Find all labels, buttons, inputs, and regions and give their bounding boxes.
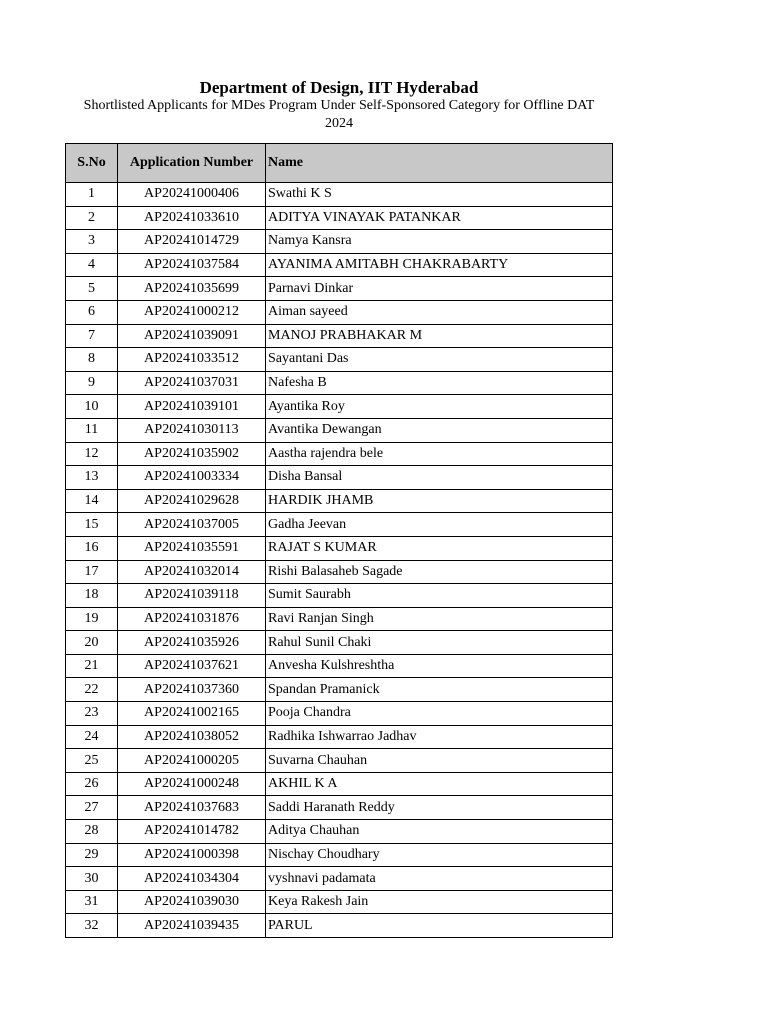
cell-sno: 28 bbox=[66, 820, 118, 844]
cell-application-number: AP20241000248 bbox=[118, 772, 266, 796]
cell-sno: 16 bbox=[66, 536, 118, 560]
cell-sno: 30 bbox=[66, 867, 118, 891]
table-row bbox=[66, 725, 613, 749]
cell-name: Anvesha Kulshreshtha bbox=[266, 654, 613, 678]
page-title: Department of Design, IIT Hyderabad bbox=[199, 78, 479, 97]
cell-sno: 20 bbox=[66, 631, 118, 655]
cell-sno: 9 bbox=[66, 371, 118, 395]
table-row bbox=[66, 796, 613, 820]
cell-application-number: AP20241000212 bbox=[118, 300, 266, 324]
cell-sno: 25 bbox=[66, 749, 118, 773]
cell-sno: 24 bbox=[66, 725, 118, 749]
table-body bbox=[66, 183, 613, 938]
cell-application-number: AP20241039101 bbox=[118, 395, 266, 419]
cell-application-number: AP20241035926 bbox=[118, 631, 266, 655]
table-row bbox=[66, 584, 613, 608]
table-header bbox=[66, 144, 613, 183]
cell-name: Disha Bansal bbox=[266, 466, 613, 490]
table-row bbox=[66, 843, 613, 867]
cell-application-number: AP20241000205 bbox=[118, 749, 266, 773]
cell-name: Aiman sayeed bbox=[266, 300, 613, 324]
cell-name: Nischay Choudhary bbox=[266, 843, 613, 867]
table-row bbox=[66, 749, 613, 773]
cell-sno: 14 bbox=[66, 489, 118, 513]
cell-application-number: AP20241003334 bbox=[118, 466, 266, 490]
cell-name: AYANIMA AMITABH CHAKRABARTY bbox=[266, 253, 613, 277]
cell-application-number: AP20241037584 bbox=[118, 253, 266, 277]
cell-name: Avantika Dewangan bbox=[266, 418, 613, 442]
cell-sno: 2 bbox=[66, 206, 118, 230]
cell-sno: 12 bbox=[66, 442, 118, 466]
cell-sno: 7 bbox=[66, 324, 118, 348]
cell-name: Parnavi Dinkar bbox=[266, 277, 613, 301]
cell-name: vyshnavi padamata bbox=[266, 867, 613, 891]
table-row bbox=[66, 678, 613, 702]
table-row bbox=[66, 183, 613, 207]
table-row bbox=[66, 772, 613, 796]
cell-name: Sayantani Das bbox=[266, 348, 613, 372]
table-row bbox=[66, 348, 613, 372]
table-row bbox=[66, 513, 613, 537]
cell-sno: 5 bbox=[66, 277, 118, 301]
table-row bbox=[66, 253, 613, 277]
cell-name: Gadha Jeevan bbox=[266, 513, 613, 537]
cell-sno: 21 bbox=[66, 654, 118, 678]
cell-application-number: AP20241014729 bbox=[118, 230, 266, 254]
table-row bbox=[66, 442, 613, 466]
table-row bbox=[66, 418, 613, 442]
cell-name: Ravi Ranjan Singh bbox=[266, 607, 613, 631]
cell-sno: 23 bbox=[66, 702, 118, 726]
table-row bbox=[66, 206, 613, 230]
cell-sno: 22 bbox=[66, 678, 118, 702]
cell-sno: 4 bbox=[66, 253, 118, 277]
cell-sno: 32 bbox=[66, 914, 118, 938]
cell-application-number: AP20241029628 bbox=[118, 489, 266, 513]
cell-sno: 26 bbox=[66, 772, 118, 796]
cell-sno: 13 bbox=[66, 466, 118, 490]
cell-name: RAJAT S KUMAR bbox=[266, 536, 613, 560]
table-row bbox=[66, 536, 613, 560]
cell-name: AKHIL K A bbox=[266, 772, 613, 796]
column-header-sno: S.No bbox=[66, 144, 118, 183]
cell-application-number: AP20241039118 bbox=[118, 584, 266, 608]
table-row bbox=[66, 371, 613, 395]
cell-application-number: AP20241037360 bbox=[118, 678, 266, 702]
cell-name: Suvarna Chauhan bbox=[266, 749, 613, 773]
table-row bbox=[66, 890, 613, 914]
header-row bbox=[66, 144, 613, 183]
cell-application-number: AP20241000406 bbox=[118, 183, 266, 207]
table-row bbox=[66, 300, 613, 324]
cell-name: HARDIK JHAMB bbox=[266, 489, 613, 513]
cell-name: Swathi K S bbox=[266, 183, 613, 207]
table-row bbox=[66, 631, 613, 655]
cell-application-number: AP20241037005 bbox=[118, 513, 266, 537]
cell-application-number: AP20241030113 bbox=[118, 418, 266, 442]
cell-sno: 1 bbox=[66, 183, 118, 207]
cell-name: ADITYA VINAYAK PATANKAR bbox=[266, 206, 613, 230]
cell-application-number: AP20241034304 bbox=[118, 867, 266, 891]
table-row bbox=[66, 230, 613, 254]
cell-name: Nafesha B bbox=[266, 371, 613, 395]
cell-name: Rahul Sunil Chaki bbox=[266, 631, 613, 655]
cell-application-number: AP20241000398 bbox=[118, 843, 266, 867]
cell-application-number: AP20241037621 bbox=[118, 654, 266, 678]
shortlist-table bbox=[65, 143, 613, 938]
cell-application-number: AP20241031876 bbox=[118, 607, 266, 631]
cell-name: PARUL bbox=[266, 914, 613, 938]
cell-sno: 15 bbox=[66, 513, 118, 537]
cell-sno: 11 bbox=[66, 418, 118, 442]
cell-application-number: AP20241035699 bbox=[118, 277, 266, 301]
cell-name: Aastha rajendra bele bbox=[266, 442, 613, 466]
cell-sno: 18 bbox=[66, 584, 118, 608]
cell-sno: 8 bbox=[66, 348, 118, 372]
cell-name: Namya Kansra bbox=[266, 230, 613, 254]
cell-name: Rishi Balasaheb Sagade bbox=[266, 560, 613, 584]
cell-application-number: AP20241035591 bbox=[118, 536, 266, 560]
cell-name: Aditya Chauhan bbox=[266, 820, 613, 844]
cell-name: Saddi Haranath Reddy bbox=[266, 796, 613, 820]
cell-application-number: AP20241037683 bbox=[118, 796, 266, 820]
table-row bbox=[66, 607, 613, 631]
table-row bbox=[66, 395, 613, 419]
table-row bbox=[66, 277, 613, 301]
table-row bbox=[66, 820, 613, 844]
cell-application-number: AP20241039091 bbox=[118, 324, 266, 348]
cell-sno: 19 bbox=[66, 607, 118, 631]
table-row bbox=[66, 489, 613, 513]
cell-application-number: AP20241033512 bbox=[118, 348, 266, 372]
cell-sno: 6 bbox=[66, 300, 118, 324]
cell-application-number: AP20241014782 bbox=[118, 820, 266, 844]
table-row bbox=[66, 867, 613, 891]
cell-application-number: AP20241032014 bbox=[118, 560, 266, 584]
page-subtitle: Shortlisted Applicants for MDes Program Under Self-Sponsored Category for Offline DAT 2024 bbox=[83, 98, 595, 131]
cell-application-number: AP20241039030 bbox=[118, 890, 266, 914]
table-row bbox=[66, 466, 613, 490]
table-row bbox=[66, 654, 613, 678]
cell-sno: 29 bbox=[66, 843, 118, 867]
column-header-application-number: Application Number bbox=[118, 144, 266, 183]
cell-name: Ayantika Roy bbox=[266, 395, 613, 419]
table-row bbox=[66, 914, 613, 938]
cell-application-number: AP20241039435 bbox=[118, 914, 266, 938]
cell-name: MANOJ PRABHAKAR M bbox=[266, 324, 613, 348]
cell-application-number: AP20241033610 bbox=[118, 206, 266, 230]
cell-sno: 10 bbox=[66, 395, 118, 419]
cell-name: Spandan Pramanick bbox=[266, 678, 613, 702]
cell-name: Sumit Saurabh bbox=[266, 584, 613, 608]
cell-application-number: AP20241002165 bbox=[118, 702, 266, 726]
cell-sno: 3 bbox=[66, 230, 118, 254]
cell-application-number: AP20241035902 bbox=[118, 442, 266, 466]
column-header-name: Name bbox=[266, 144, 613, 183]
cell-sno: 31 bbox=[66, 890, 118, 914]
cell-application-number: AP20241037031 bbox=[118, 371, 266, 395]
cell-name: Keya Rakesh Jain bbox=[266, 890, 613, 914]
cell-sno: 17 bbox=[66, 560, 118, 584]
table-row bbox=[66, 702, 613, 726]
cell-name: Radhika Ishwarrao Jadhav bbox=[266, 725, 613, 749]
table-row bbox=[66, 324, 613, 348]
cell-name: Pooja Chandra bbox=[266, 702, 613, 726]
cell-sno: 27 bbox=[66, 796, 118, 820]
table-row bbox=[66, 560, 613, 584]
cell-application-number: AP20241038052 bbox=[118, 725, 266, 749]
